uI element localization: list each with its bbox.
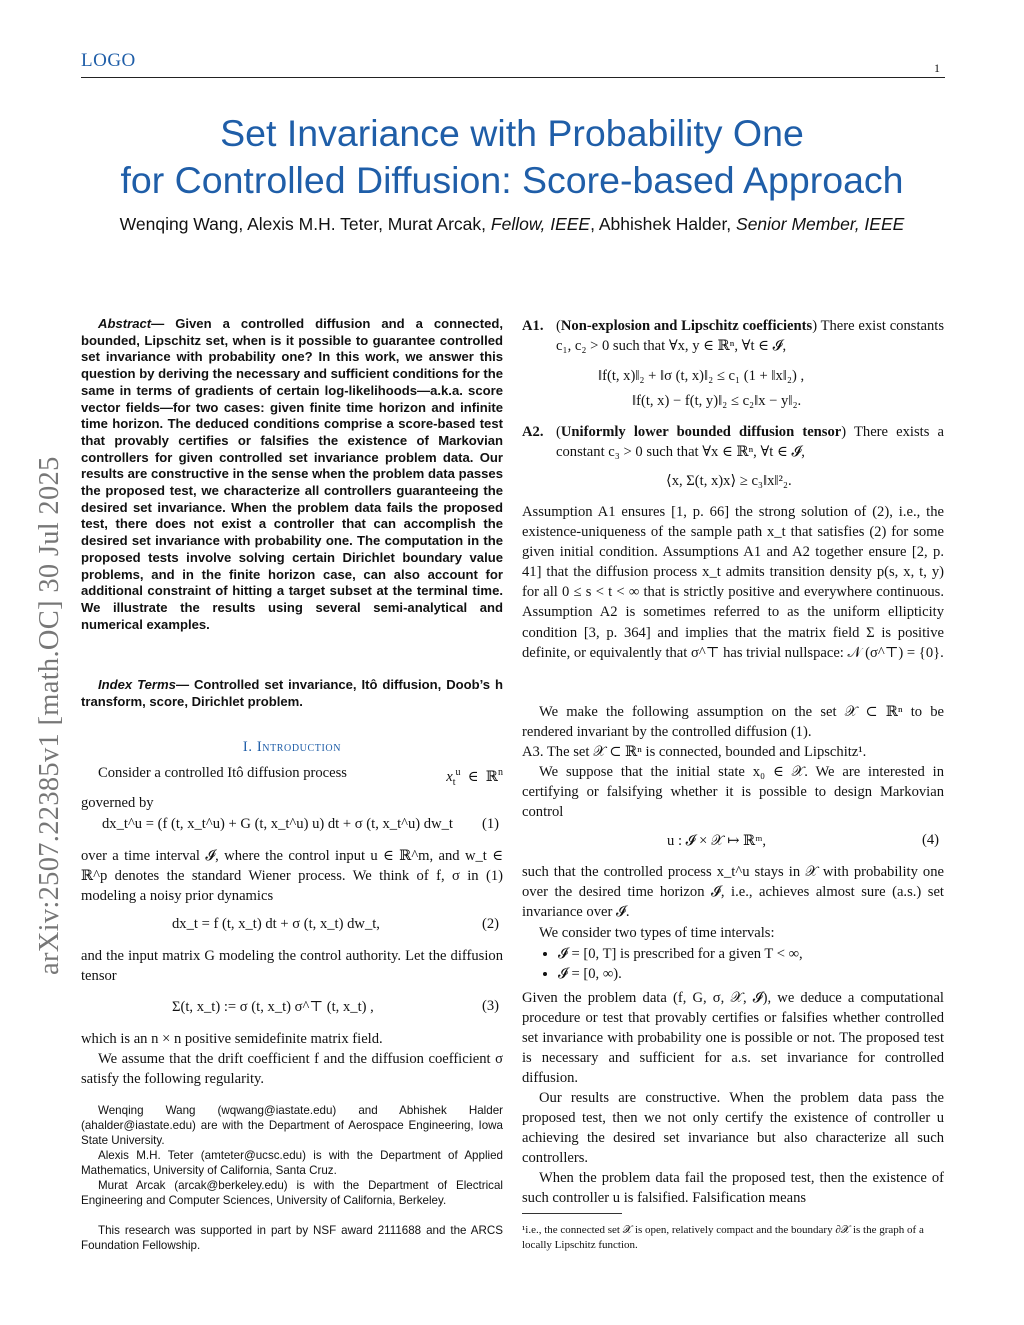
equation-1-number: (1) <box>482 816 500 832</box>
intro-paragraph-5: We assume that the drift coefficient f and the diffusion coefficient σ satisfy the following regularity. <box>81 1051 503 1088</box>
equation-1: dx_t^u = (f (t, x_t^u) + G (t, x_t^u) u) dt + σ (t, x_t^u) dw_t <box>102 816 453 832</box>
intro-paragraph-3: and the input matrix G modeling the control authority. Let the diffusion tensor <box>81 948 503 985</box>
footnote-affiliation-1: Wenqing Wang (wqwang@iastate.edu) and Abhishek Halder (ahalder@iastate.edu) are with the Department of Aerospace Engineering, Iowa State University. <box>81 1104 503 1147</box>
section-number: I. <box>242 739 253 755</box>
abstract <box>81 316 503 633</box>
author-role-2: Senior Member, IEEE <box>736 214 905 234</box>
footnote-rule <box>522 1213 622 1214</box>
author-names-2: , Abhishek Halder, <box>590 214 737 234</box>
index-terms-body: — Controlled set invariance, Itô diffusion, Doob’s h transform, score, Dirichlet problem. <box>81 677 504 709</box>
abstract-label: Abstract <box>98 316 152 331</box>
a1-label: A1. <box>522 318 544 334</box>
footnote-affiliation-2: Alexis M.H. Teter (amteter@ucsc.edu) is with the Department of Applied Mathematics, University of California, Santa Cruz. <box>81 1149 503 1177</box>
paper-title-line-1: Set Invariance with Probability One <box>220 112 804 154</box>
index-terms-label: Index Terms <box>98 677 176 692</box>
a1-text: There exist constants c₁, c₂ > 0 such that ∀x, y ∈ ℝⁿ, ∀t ∈ 𝓘, <box>556 318 945 355</box>
equation-3: Σ(t, x_t) := σ (t, x_t) σ^⊤ (t, x_t) , <box>172 999 374 1015</box>
a2-text: There exists a constant c₃ > 0 such that ∀x ∈ ℝⁿ, ∀t ∈ 𝓘, <box>556 424 944 461</box>
intro-paragraph-4: which is an n × n positive semidefinite matrix field. <box>81 1031 383 1047</box>
intro-paragraph-2: over a time interval 𝓘, where the control input u ∈ ℝ^m, and w_t ∈ ℝ^p denotes the standard Wiener process. We think of f, σ in (1) modeling a noisy prior dynamics <box>81 848 503 905</box>
right-paragraph-2: We make the following assumption on the set 𝒳 ⊂ ℝⁿ to be rendered invariant by the controlled diffusion (1). <box>522 704 944 741</box>
equation-3-number: (3) <box>482 998 500 1014</box>
intro-p1-cont: governed by <box>81 794 154 811</box>
right-paragraph-6: Given the problem data (f, G, σ, 𝒳, 𝓘), we deduce a computational procedure or test that provably certifies or falsifies whether controlled set invariance with probability one is possible or not. The proposed test is necessary and sufficient for a.s. set invariance for controlled diffusion. <box>522 990 944 1087</box>
a2-title: Uniformly lower bounded diffusion tensor <box>560 424 842 440</box>
a2-equation: ⟨x, Σ(t, x)x⟩ ≥ c₃‖x‖²₂. <box>666 473 792 489</box>
a1-equation-2: ‖f(t, x) − f(t, y)‖₂ ≤ c₂‖x − y‖₂. <box>632 393 802 409</box>
arxiv-stamp: arXiv:2507.22385v1 [math.OC] 30 Jul 2025 <box>34 456 65 975</box>
right-paragraph-1: Assumption A1 ensures [1, p. 66] the strong solution of (2), i.e., the existence-uniqueness of the sample path x_t that satisfies (2) for some given initial condition. Assumptions A1 and A2 together ensure [2, p. 41] that the diffusion process x_t admits transition density p(s, x, t, y) for all 0 ≤ s < t < ∞ that is strictly positive and everywhere continuous. Assumption A2 is sometimes referred to as the uniform ellipticity condition [3, p. 364] and implies that the matrix field Σ is positive definite, or equivalently that σ^⊤ has trivial nullspace: 𝒩 (σ^⊤) = {0}. <box>522 504 944 661</box>
index-terms <box>81 677 503 710</box>
assumption-a3: A3. The set 𝒳 ⊂ ℝⁿ is connected, bounded and Lipschitz¹. <box>522 744 867 760</box>
author-role-1: Fellow, IEEE <box>490 214 591 234</box>
journal-logo: LOGO <box>81 50 136 71</box>
header-rule <box>81 77 945 78</box>
right-paragraph-3: We suppose that the initial state x₀ ∈ 𝒳. We are interested in certifying or falsifying whether it is possible to design Markovian control <box>522 764 944 821</box>
equation-2: dx_t = f (t, x_t) dt + σ (t, x_t) dw_t, <box>172 916 380 932</box>
footnote-funding: This research was supported in part by NSF award 2111688 and the ARCS Foundation Fellowship. <box>81 1224 503 1252</box>
a1-title: Non-explosion and Lipschitz coefficients <box>560 318 813 334</box>
list-item: • 𝓘 = [0, T] is prescribed for a given T < ∞, <box>558 944 944 964</box>
equation-4: u : 𝓘 × 𝒳 ↦ ℝᵐ, <box>667 833 767 849</box>
section-title: Introduction <box>256 739 342 755</box>
author-list <box>40 212 984 236</box>
intro-paragraph-1 <box>81 763 503 813</box>
right-paragraph-7: Our results are constructive. When the problem data pass the proposed test, then we not only certify the existence of controller u achieving the desired set invariance but also characterize all such controllers. <box>522 1090 944 1167</box>
assumption-a2: A2. (Uniformly lower bounded diffusion tensor) There exists a constant c₃ > 0 such that ∀x ∈ ℝⁿ, ∀t ∈ 𝓘, <box>522 422 944 462</box>
paper-title-line-2: for Controlled Diffusion: Score-based Approach <box>120 159 904 201</box>
footnote-affiliation-3: Murat Arcak (arcak@berkeley.edu) is with the Department of Electrical Engineering and Computer Sciences, University of California, Berkeley. <box>81 1179 503 1207</box>
right-paragraph-4: such that the controlled process x_t^u stays in 𝒳 with probability one over the desired time horizon 𝓘, i.e., achieves almost sure (a.s.) set invariance over 𝓘. <box>522 864 944 921</box>
intro-p1-math: $x_t^u$ ∈ ℝ$^n$ <box>446 767 503 788</box>
equation-4-number: (4) <box>922 832 940 848</box>
equation-2-number: (2) <box>482 916 500 932</box>
section-heading-introduction <box>81 739 503 756</box>
intro-p1-text: Consider a controlled Itô diffusion process <box>98 765 347 781</box>
right-paragraph-8: When the problem data fail the proposed test, then the existence of such controller u is falsified. Falsification means <box>522 1170 944 1207</box>
footnote-1: ¹i.e., the connected set 𝒳 is open, relatively compact and the boundary ∂𝒳 is the graph of a locally Lipschitz function. <box>522 1224 924 1251</box>
page-number: 1 <box>934 61 940 75</box>
abstract-body: — Given a controlled diffusion and a connected, bounded, Lipschitz set, when is it possible to guarantee controlled set invariance with probability one? In this work, we answer this question by deriving the necessary and sufficient conditions for the same in terms of gradients of certain log-likelihoods—a.k.a. score vector fields—for two cases: given finite time horizon and infinite time horizon. The deduced conditions comprise a score-based test that provably certifies or falsifies the existence of Markovian controllers for given controlled set invariance problem data. Our results are constructive in the sense when the problem data passes the proposed test, we characterize all controllers guaranteeing the desired set invariance. When the problem data fails the proposed test, there does not exist a controller that can accomplish the desired set invariance with probability one. The computation in the proposed tests involve solving certain Dirichlet boundary value problems, and in the finite horizon case, can also account for additional constraint of hitting a target subset at the terminal time. We illustrate the results using several semi-analytical and numerical examples. <box>81 316 503 632</box>
right-paragraph-5: We consider two types of time intervals: <box>539 925 775 941</box>
list-item: • 𝓘 = [0, ∞). <box>558 964 944 984</box>
a2-label: A2. <box>522 424 544 440</box>
assumption-a1: A1. (Non-explosion and Lipschitz coefficients) There exist constants c₁, c₂ > 0 such that ∀x, y ∈ ℝⁿ, ∀t ∈ 𝓘, <box>522 316 944 356</box>
a1-equation-1: ‖f(t, x)‖₂ + ‖σ (t, x)‖₂ ≤ c₁ (1 + ‖x‖₂) , <box>598 368 805 384</box>
author-names-1: Wenqing Wang, Alexis M.H. Teter, Murat Arcak, <box>119 214 491 234</box>
time-interval-list <box>522 944 944 984</box>
